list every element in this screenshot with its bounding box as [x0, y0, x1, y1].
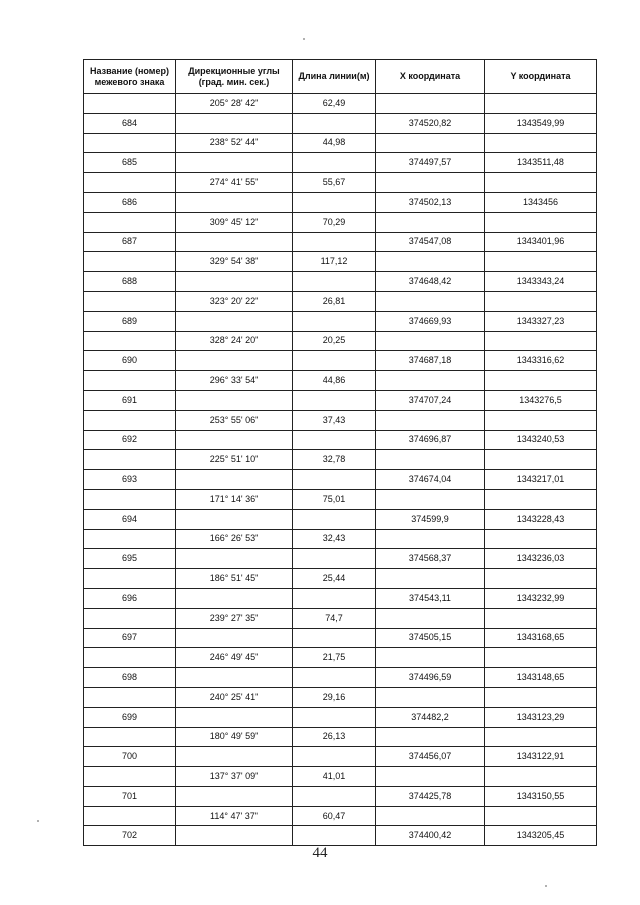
bearing-angle-cell	[176, 668, 293, 688]
x-coordinate-cell: 374696,87	[376, 430, 485, 450]
line-length-cell: 29,16	[293, 687, 376, 707]
marker-name-cell	[84, 767, 176, 787]
marker-name-cell	[84, 410, 176, 430]
x-coordinate-cell: 374669,93	[376, 311, 485, 331]
y-coordinate-cell	[485, 252, 597, 272]
y-coordinate-cell	[485, 410, 597, 430]
x-coordinate-cell	[376, 450, 485, 470]
marker-name-cell: 694	[84, 509, 176, 529]
table-row	[84, 390, 597, 410]
bearing-angle-cell	[176, 747, 293, 767]
line-length-cell	[293, 668, 376, 688]
x-coordinate-cell: 374502,13	[376, 192, 485, 212]
x-coordinate-cell: 374497,57	[376, 153, 485, 173]
marker-name-cell	[84, 371, 176, 391]
line-length-cell: 55,67	[293, 173, 376, 193]
marker-name-cell: 686	[84, 192, 176, 212]
marker-name-cell: 693	[84, 470, 176, 490]
table-row	[84, 470, 597, 490]
table-row	[84, 707, 597, 727]
marker-name-cell	[84, 687, 176, 707]
bearing-angle-cell	[176, 628, 293, 648]
x-coordinate-cell	[376, 648, 485, 668]
bearing-angle-cell	[176, 549, 293, 569]
marker-name-cell: 699	[84, 707, 176, 727]
y-coordinate-cell: 1343456	[485, 192, 597, 212]
x-coordinate-cell: 374568,37	[376, 549, 485, 569]
table-row	[84, 608, 597, 628]
line-length-cell	[293, 549, 376, 569]
y-coordinate-cell	[485, 94, 597, 114]
line-length-cell	[293, 430, 376, 450]
y-coordinate-cell: 1343168,65	[485, 628, 597, 648]
x-coordinate-cell	[376, 569, 485, 589]
bearing-angle-cell: 328° 24' 20"	[176, 331, 293, 351]
bearing-angle-cell: 180° 49' 59"	[176, 727, 293, 747]
table-row	[84, 648, 597, 668]
y-coordinate-cell: 1343148,65	[485, 668, 597, 688]
line-length-cell: 41,01	[293, 767, 376, 787]
marker-name-cell: 688	[84, 272, 176, 292]
marker-name-cell	[84, 291, 176, 311]
line-length-cell	[293, 588, 376, 608]
marker-name-cell	[84, 489, 176, 509]
marker-name-cell	[84, 331, 176, 351]
scan-speck	[37, 820, 39, 822]
line-length-cell	[293, 509, 376, 529]
marker-name-cell	[84, 529, 176, 549]
marker-name-cell: 697	[84, 628, 176, 648]
bearing-angle-cell	[176, 786, 293, 806]
line-length-cell: 74,7	[293, 608, 376, 628]
y-coordinate-cell: 1343236,03	[485, 549, 597, 569]
scan-speck	[303, 38, 305, 40]
bearing-angle-cell	[176, 192, 293, 212]
y-coordinate-cell: 1343327,23	[485, 311, 597, 331]
x-coordinate-cell	[376, 529, 485, 549]
x-coordinate-cell	[376, 608, 485, 628]
y-coordinate-cell	[485, 806, 597, 826]
x-coordinate-cell: 374543,11	[376, 588, 485, 608]
page-number: 44	[312, 845, 328, 861]
x-coordinate-cell: 374425,78	[376, 786, 485, 806]
line-length-cell: 32,78	[293, 450, 376, 470]
y-coordinate-cell: 1343232,99	[485, 588, 597, 608]
x-coordinate-cell: 374648,42	[376, 272, 485, 292]
table-row	[84, 727, 597, 747]
x-coordinate-cell	[376, 212, 485, 232]
bearing-angle-cell	[176, 232, 293, 252]
marker-name-cell: 698	[84, 668, 176, 688]
bearing-angle-cell: 274° 41' 55"	[176, 173, 293, 193]
marker-name-cell: 689	[84, 311, 176, 331]
table-row	[84, 410, 597, 430]
y-coordinate-cell: 1343276,5	[485, 390, 597, 410]
marker-name-cell	[84, 608, 176, 628]
x-coordinate-cell	[376, 410, 485, 430]
marker-name-cell: 701	[84, 786, 176, 806]
line-length-cell: 62,49	[293, 94, 376, 114]
table-row	[84, 311, 597, 331]
table-header-row	[84, 60, 597, 94]
boundary-coordinates-table	[83, 59, 597, 846]
marker-name-cell: 687	[84, 232, 176, 252]
y-coordinate-cell	[485, 767, 597, 787]
marker-name-cell	[84, 806, 176, 826]
table-row	[84, 668, 597, 688]
table-row	[84, 489, 597, 509]
line-length-cell	[293, 747, 376, 767]
y-coordinate-cell: 1343343,24	[485, 272, 597, 292]
marker-name-cell: 685	[84, 153, 176, 173]
x-coordinate-cell: 374482,2	[376, 707, 485, 727]
x-coordinate-cell	[376, 687, 485, 707]
bearing-angle-cell: 240° 25' 41"	[176, 687, 293, 707]
y-coordinate-cell	[485, 569, 597, 589]
x-coordinate-cell: 374687,18	[376, 351, 485, 371]
line-length-cell	[293, 311, 376, 331]
y-coordinate-cell: 1343122,91	[485, 747, 597, 767]
x-coordinate-cell	[376, 94, 485, 114]
table-row	[84, 747, 597, 767]
y-coordinate-cell	[485, 291, 597, 311]
marker-name-cell	[84, 94, 176, 114]
table-row	[84, 529, 597, 549]
line-length-cell: 117,12	[293, 252, 376, 272]
y-coordinate-cell: 1343511,48	[485, 153, 597, 173]
y-coordinate-cell	[485, 133, 597, 153]
marker-name-cell	[84, 173, 176, 193]
line-length-cell: 20,25	[293, 331, 376, 351]
bearing-angle-cell: 239° 27' 35"	[176, 608, 293, 628]
line-length-cell	[293, 272, 376, 292]
y-coordinate-cell	[485, 173, 597, 193]
line-length-cell	[293, 153, 376, 173]
y-coordinate-cell: 1343316,62	[485, 351, 597, 371]
table-row	[84, 786, 597, 806]
x-coordinate-cell: 374496,59	[376, 668, 485, 688]
table-row	[84, 351, 597, 371]
x-coordinate-cell	[376, 133, 485, 153]
bearing-angle-cell	[176, 588, 293, 608]
line-length-cell: 25,44	[293, 569, 376, 589]
marker-name-cell	[84, 252, 176, 272]
marker-name-cell: 684	[84, 113, 176, 133]
line-length-cell: 26,81	[293, 291, 376, 311]
x-coordinate-cell	[376, 173, 485, 193]
table-row	[84, 272, 597, 292]
marker-name-cell	[84, 450, 176, 470]
y-coordinate-cell: 1343123,29	[485, 707, 597, 727]
table-row	[84, 232, 597, 252]
table-row	[84, 687, 597, 707]
y-coordinate-cell	[485, 608, 597, 628]
line-length-cell: 37,43	[293, 410, 376, 430]
table-row	[84, 252, 597, 272]
marker-name-cell: 696	[84, 588, 176, 608]
table-row	[84, 569, 597, 589]
bearing-angle-cell	[176, 311, 293, 331]
bearing-angle-cell	[176, 390, 293, 410]
table-row	[84, 588, 597, 608]
line-length-cell	[293, 470, 376, 490]
line-length-cell: 26,13	[293, 727, 376, 747]
table-row	[84, 826, 597, 846]
bearing-angle-cell: 114° 47' 37"	[176, 806, 293, 826]
line-length-cell: 44,98	[293, 133, 376, 153]
bearing-angle-cell: 186° 51' 45"	[176, 569, 293, 589]
y-coordinate-cell	[485, 687, 597, 707]
bearing-angle-cell: 253° 55' 06"	[176, 410, 293, 430]
x-coordinate-cell	[376, 331, 485, 351]
table-row	[84, 173, 597, 193]
marker-name-cell	[84, 727, 176, 747]
line-length-cell: 75,01	[293, 489, 376, 509]
bearing-angle-cell	[176, 113, 293, 133]
table-row	[84, 628, 597, 648]
table-row	[84, 549, 597, 569]
y-coordinate-cell: 1343401,96	[485, 232, 597, 252]
table-row	[84, 331, 597, 351]
x-coordinate-cell: 374400,42	[376, 826, 485, 846]
bearing-angle-cell: 296° 33' 54"	[176, 371, 293, 391]
scan-speck	[545, 885, 547, 887]
x-coordinate-cell: 374456,07	[376, 747, 485, 767]
marker-name-cell: 702	[84, 826, 176, 846]
bearing-angle-cell	[176, 470, 293, 490]
x-coordinate-cell	[376, 291, 485, 311]
line-length-cell: 70,29	[293, 212, 376, 232]
y-coordinate-cell: 1343228,43	[485, 509, 597, 529]
x-coordinate-cell	[376, 806, 485, 826]
header-line-length: Длина линии(м)	[293, 60, 376, 94]
table-row	[84, 767, 597, 787]
marker-name-cell	[84, 569, 176, 589]
x-coordinate-cell: 374520,82	[376, 113, 485, 133]
marker-name-cell: 692	[84, 430, 176, 450]
y-coordinate-cell	[485, 489, 597, 509]
line-length-cell	[293, 192, 376, 212]
line-length-cell: 21,75	[293, 648, 376, 668]
table-row	[84, 450, 597, 470]
x-coordinate-cell	[376, 252, 485, 272]
header-marker-name: Название (номер) межевого знака	[84, 60, 176, 94]
y-coordinate-cell: 1343150,55	[485, 786, 597, 806]
header-x-coordinate: X координата	[376, 60, 485, 94]
header-y-coordinate: Y координата	[485, 60, 597, 94]
line-length-cell	[293, 628, 376, 648]
y-coordinate-cell	[485, 212, 597, 232]
bearing-angle-cell: 137° 37' 09"	[176, 767, 293, 787]
line-length-cell: 60,47	[293, 806, 376, 826]
y-coordinate-cell	[485, 727, 597, 747]
bearing-angle-cell	[176, 351, 293, 371]
bearing-angle-cell: 329° 54' 38"	[176, 252, 293, 272]
bearing-angle-cell: 205° 28' 42"	[176, 94, 293, 114]
bearing-angle-cell	[176, 826, 293, 846]
y-coordinate-cell	[485, 529, 597, 549]
y-coordinate-cell: 1343205,45	[485, 826, 597, 846]
line-length-cell: 32,43	[293, 529, 376, 549]
marker-name-cell	[84, 648, 176, 668]
y-coordinate-cell: 1343217,01	[485, 470, 597, 490]
bearing-angle-cell	[176, 153, 293, 173]
line-length-cell	[293, 826, 376, 846]
table-row	[84, 212, 597, 232]
line-length-cell	[293, 113, 376, 133]
table-row	[84, 806, 597, 826]
table-body	[84, 94, 597, 846]
marker-name-cell: 691	[84, 390, 176, 410]
line-length-cell: 44,86	[293, 371, 376, 391]
bearing-angle-cell: 323° 20' 22"	[176, 291, 293, 311]
line-length-cell	[293, 707, 376, 727]
x-coordinate-cell: 374674,04	[376, 470, 485, 490]
table-row	[84, 133, 597, 153]
x-coordinate-cell	[376, 371, 485, 391]
bearing-angle-cell: 246° 49' 45"	[176, 648, 293, 668]
line-length-cell	[293, 351, 376, 371]
line-length-cell	[293, 390, 376, 410]
bearing-angle-cell: 166° 26' 53"	[176, 529, 293, 549]
y-coordinate-cell	[485, 331, 597, 351]
y-coordinate-cell: 1343240,53	[485, 430, 597, 450]
marker-name-cell: 700	[84, 747, 176, 767]
bearing-angle-cell: 171° 14' 36"	[176, 489, 293, 509]
line-length-cell	[293, 786, 376, 806]
y-coordinate-cell	[485, 450, 597, 470]
x-coordinate-cell	[376, 727, 485, 747]
table-row	[84, 430, 597, 450]
y-coordinate-cell: 1343549,99	[485, 113, 597, 133]
marker-name-cell: 690	[84, 351, 176, 371]
table-row	[84, 291, 597, 311]
line-length-cell	[293, 232, 376, 252]
table-row	[84, 153, 597, 173]
marker-name-cell: 695	[84, 549, 176, 569]
bearing-angle-cell	[176, 272, 293, 292]
bearing-angle-cell: 238° 52' 44"	[176, 133, 293, 153]
bearing-angle-cell	[176, 707, 293, 727]
table-row	[84, 371, 597, 391]
y-coordinate-cell	[485, 648, 597, 668]
bearing-angle-cell: 225° 51' 10"	[176, 450, 293, 470]
x-coordinate-cell	[376, 489, 485, 509]
x-coordinate-cell: 374547,08	[376, 232, 485, 252]
table-row	[84, 192, 597, 212]
marker-name-cell	[84, 133, 176, 153]
bearing-angle-cell: 309° 45' 12"	[176, 212, 293, 232]
y-coordinate-cell	[485, 371, 597, 391]
x-coordinate-cell: 374707,24	[376, 390, 485, 410]
table-row	[84, 509, 597, 529]
header-bearing-angles: Дирекционные углы (град. мин. сек.)	[176, 60, 293, 94]
x-coordinate-cell: 374599,9	[376, 509, 485, 529]
bearing-angle-cell	[176, 430, 293, 450]
table-row	[84, 113, 597, 133]
x-coordinate-cell: 374505,15	[376, 628, 485, 648]
table-row	[84, 94, 597, 114]
marker-name-cell	[84, 212, 176, 232]
bearing-angle-cell	[176, 509, 293, 529]
x-coordinate-cell	[376, 767, 485, 787]
